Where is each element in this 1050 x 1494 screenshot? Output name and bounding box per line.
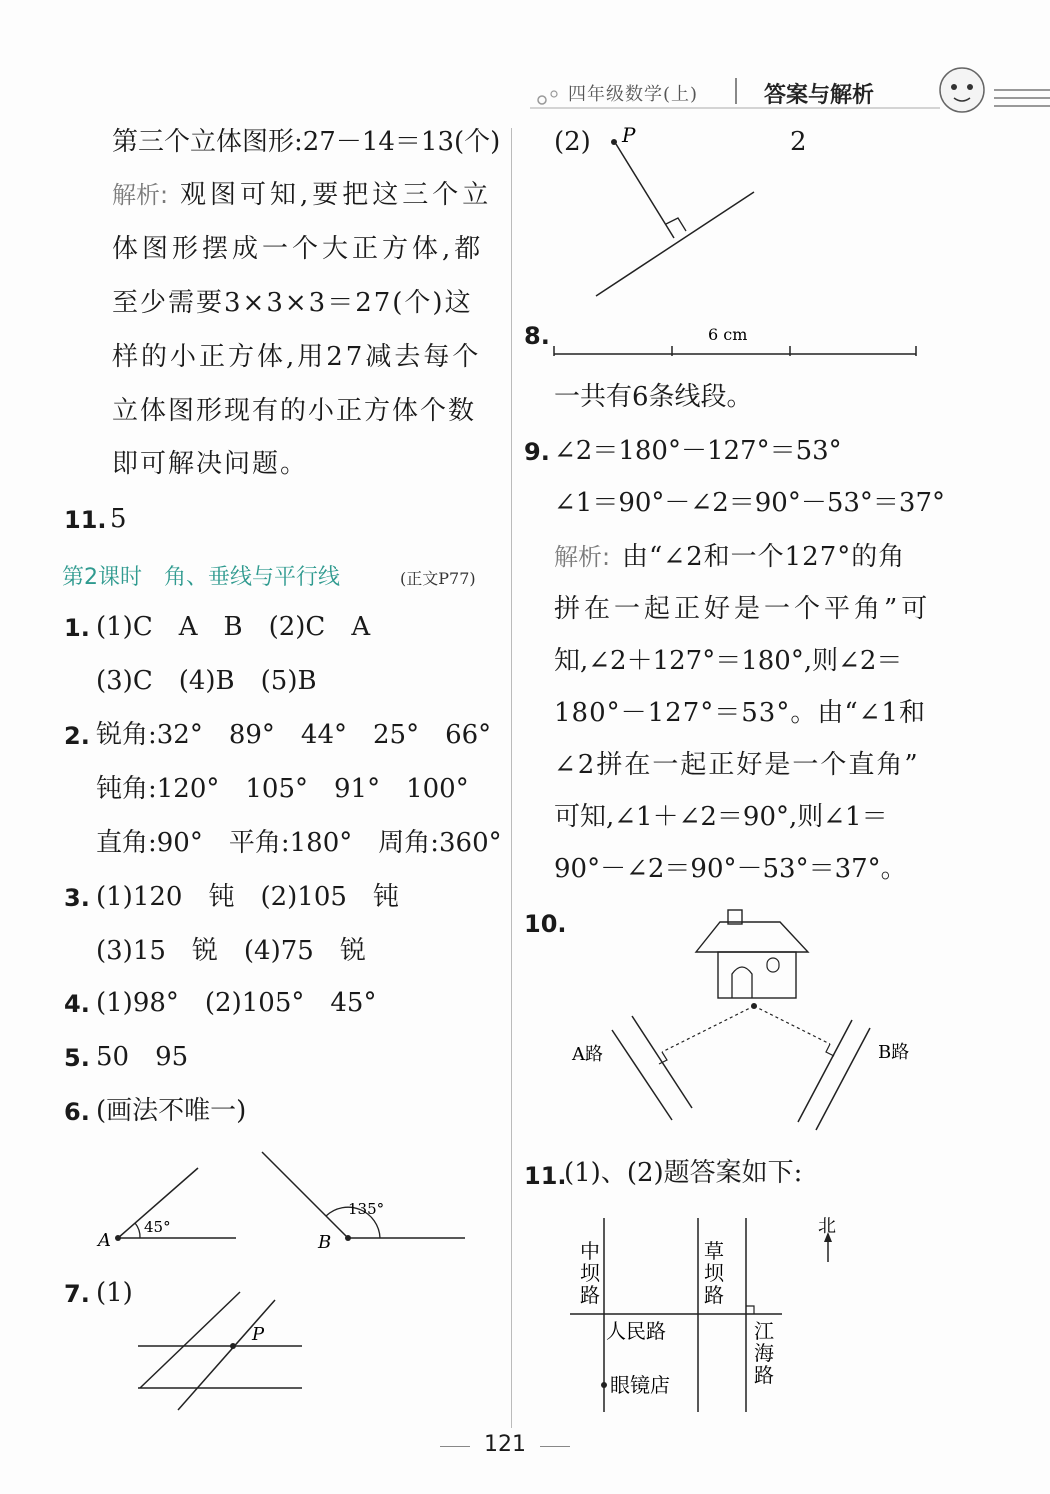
analysis-label: 解析:: [112, 181, 169, 209]
q9-analysis-line: 拼在一起正好是一个平角”可: [554, 594, 932, 624]
q11-map-figure: [560, 1210, 860, 1420]
q3-line: (3)15 锐 (4)75 锐: [96, 936, 366, 966]
q5-answer: 50 95: [96, 1042, 189, 1072]
q10-number: 10.: [524, 910, 567, 938]
label-p: P: [252, 1324, 265, 1345]
footer-rule-left: [440, 1446, 470, 1447]
q11-answer: 5: [110, 504, 127, 534]
q8-answer: 一共有6条线段。: [554, 382, 753, 412]
q9-analysis-label: 解析:: [554, 543, 611, 571]
q9-line: ∠1＝90°－∠2＝90°－53°＝37°: [554, 488, 945, 518]
q7-parallel-figure: [130, 1288, 310, 1418]
header-section: 答案与解析: [764, 83, 875, 108]
third-solid-line: 第三个立体图形:27－14＝13(个): [112, 127, 501, 157]
q9-number: 9.: [524, 438, 550, 466]
caoba-char: 草: [704, 1239, 724, 1263]
column-divider: [511, 128, 512, 1428]
zhongba-char: 中: [580, 1239, 600, 1263]
q10-house-roads-figure: [560, 902, 930, 1132]
q7-part2: (2): [554, 127, 591, 157]
q8-ruler-figure: [550, 318, 920, 360]
q7-part1: (1): [96, 1278, 133, 1308]
shop-label: 眼镜店: [610, 1373, 670, 1397]
analysis-line: 立体图形现有的小正方体个数: [112, 396, 477, 426]
q9-analysis-line: 可知,∠1＋∠2＝90°,则∠1＝: [554, 802, 888, 832]
angle-b-value: 135°: [348, 1200, 385, 1218]
north-label: 北: [818, 1216, 836, 1237]
lesson-title: 第2课时 角、垂线与平行线: [62, 565, 340, 590]
analysis-line: 观图可知,要把这三个立: [180, 180, 493, 210]
q6-answer: (画法不唯一): [96, 1096, 247, 1126]
analysis-line: 体图形摆成一个大正方体,都: [112, 234, 485, 264]
caoba-char: 坝: [704, 1261, 724, 1285]
q4-number: 4.: [64, 990, 90, 1018]
q8-number: 8.: [524, 322, 550, 350]
q9-analysis-line: 180°－127°＝53°。由“∠1和: [554, 698, 926, 728]
q5-number: 5.: [64, 1044, 90, 1072]
jianghai-char: 江: [754, 1319, 774, 1343]
q2-number: 2.: [64, 722, 90, 750]
q9-analysis-line: 知,∠2＋127°＝180°,则∠2＝: [554, 646, 903, 676]
q6-number: 6.: [64, 1098, 90, 1126]
q1-line: (3)C (4)B (5)B: [96, 666, 317, 696]
ruler-length: 6 cm: [708, 325, 748, 344]
analysis-line: 样的小正方体,用27减去每个: [112, 342, 482, 372]
road-a-label: A路: [572, 1044, 603, 1065]
q2-acute: 锐角:32° 89° 44° 25° 66°: [96, 720, 492, 750]
angle-a-value: 45°: [144, 1218, 171, 1236]
q9-analysis-line: 90°－∠2＝90°－53°＝37°。: [554, 854, 907, 884]
page-number: 121: [484, 1432, 526, 1457]
caoba-char: 路: [704, 1283, 724, 1307]
label-p: P: [622, 123, 636, 147]
renmin-road-label: 人民路: [606, 1319, 666, 1343]
q6-angle-figure: [90, 1148, 490, 1258]
zhongba-char: 坝: [580, 1261, 600, 1285]
q2-right: 直角:90° 平角:180° 周角:360°: [96, 828, 502, 858]
label-a: A: [98, 1230, 111, 1251]
q11-number: 11.: [64, 506, 107, 534]
zhongba-char: 路: [580, 1283, 600, 1307]
header-subject: 四年级数学(上): [568, 84, 699, 105]
q9-line: ∠2＝180°－127°＝53°: [554, 436, 842, 466]
house-icon: [696, 910, 808, 998]
jianghai-char: 路: [754, 1363, 774, 1387]
label-b: B: [318, 1232, 332, 1253]
lesson-reference: (正文P77): [400, 569, 476, 588]
q3-line: (1)120 钝 (2)105 钝: [96, 882, 399, 912]
analysis-line: 至少需要3×3×3＝27(个)这: [112, 288, 473, 318]
mascot-icon: [940, 68, 984, 112]
analysis-line: 即可解决问题。: [112, 449, 309, 479]
road-b-label: B路: [878, 1042, 910, 1063]
q9-analysis-line: 由“∠2和一个127°的角: [622, 542, 906, 572]
q11-text: (1)、(2)题答案如下:: [564, 1158, 803, 1188]
q2-obtuse: 钝角:120° 105° 91° 100°: [96, 774, 469, 804]
q1-number: 1.: [64, 614, 90, 642]
jianghai-char: 海: [754, 1341, 774, 1365]
q11-number: 11.: [524, 1162, 567, 1190]
q3-number: 3.: [64, 884, 90, 912]
q9-analysis-line: ∠2拼在一起正好是一个直角”: [554, 750, 920, 780]
q1-line: (1)C A B (2)C A: [96, 612, 371, 642]
q7-part2-note: 2: [790, 127, 807, 157]
q7-number: 7.: [64, 1280, 90, 1308]
q4-answer: (1)98° (2)105° 45°: [96, 988, 377, 1018]
footer-rule-right: [540, 1446, 570, 1447]
q7-perpendicular-figure: [590, 120, 770, 305]
